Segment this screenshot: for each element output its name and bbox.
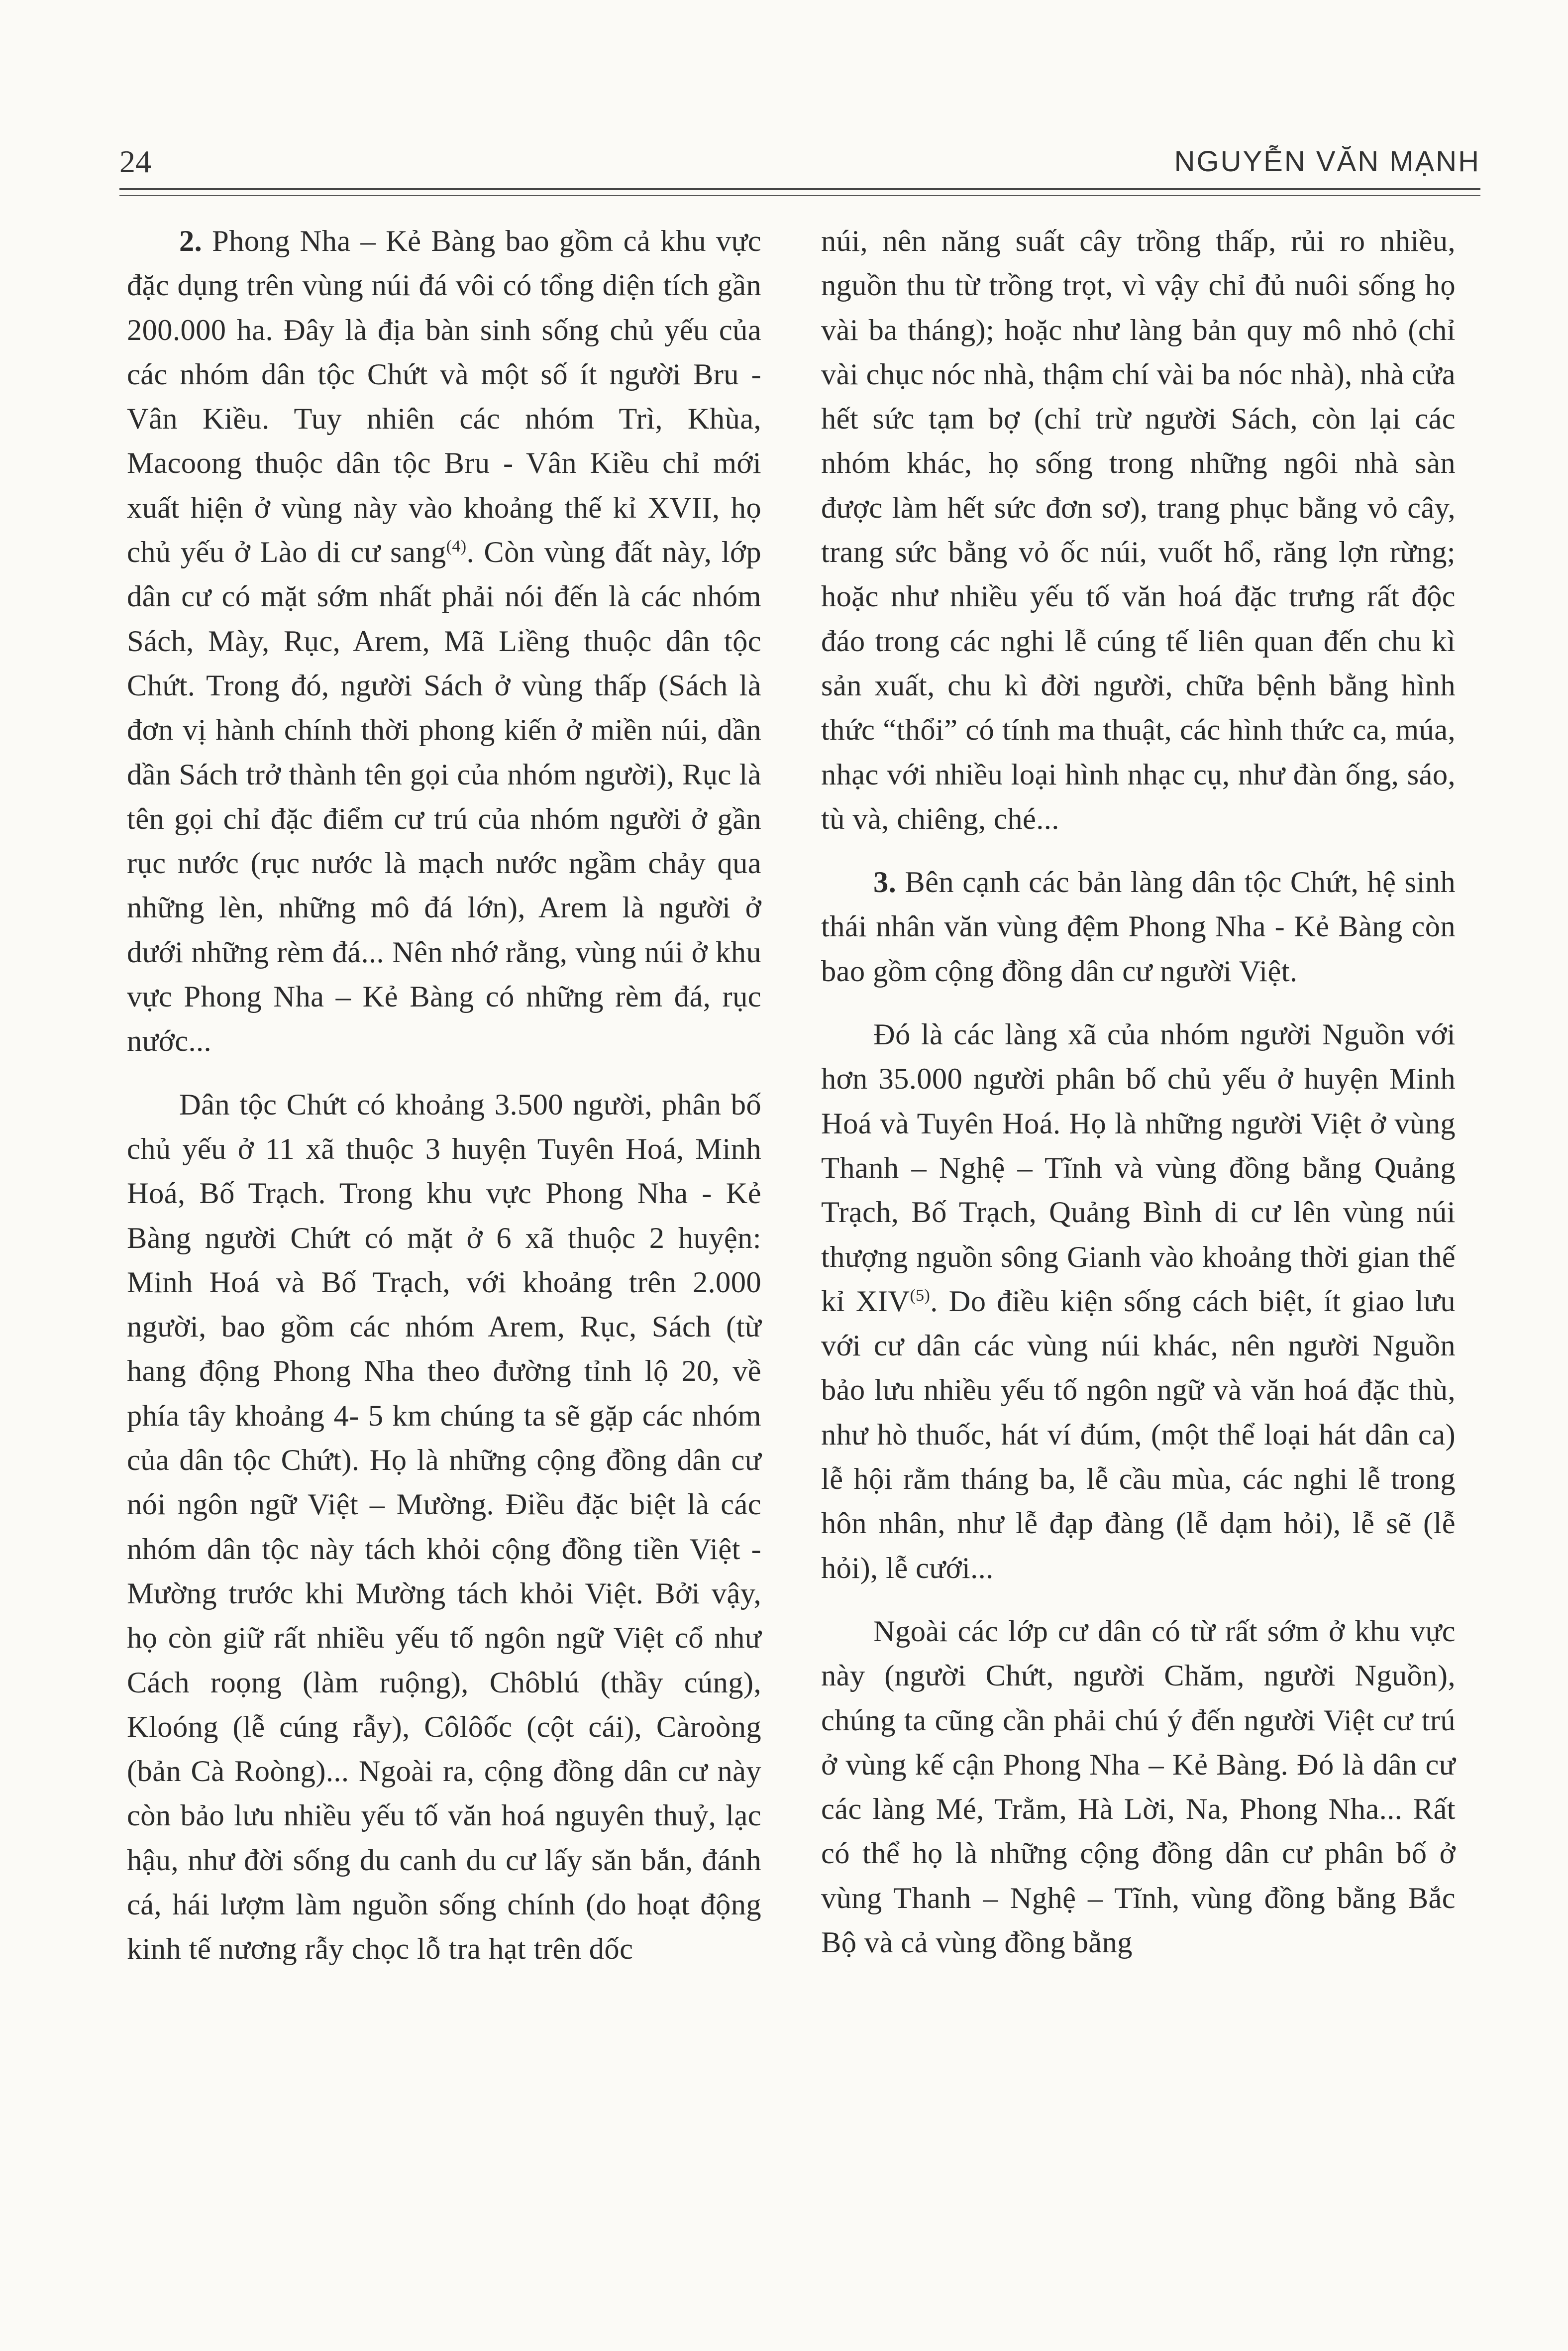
header-rule-thin: [119, 195, 1480, 196]
paragraph-section-2: [127, 219, 761, 1064]
paragraph-text-continued: . Còn vùng đất này, lớp dân cư có mặt sớm nhất phải nói đến là các nhóm Sách, Mày, Rục, Arem, Mã Liềng thuộc dân tộc Chứt. Trong đó, người Sách ở vùng thấp (Sách là đơn vị hành chính thời phong kiến ở miền núi, dần dần Sách trở thành tên gọi của nhóm người), Rục là tên gọi chỉ đặc điểm cư trú của nhóm người ở gần rục nước (rục nước là mạch nước ngầm chảy qua những lèn, những mô đá lớn), Arem là người ở dưới những rèm đá... Nên nhớ rằng, vùng núi ở khu vực Phong Nha – Kẻ Bàng có những rèm đá, rục nước...: [127, 536, 761, 1058]
left-column: [127, 219, 761, 1972]
paragraph-continued: núi, nên năng suất cây trồng thấp, rủi ro nhiều, nguồn thu từ trồng trọt, vì vậy chỉ đủ nuôi sống họ vài ba tháng); hoặc như làng bản quy mô nhỏ (chỉ vài chục nóc nhà, thậm chí vài ba nóc nhà), nhà cửa hết sức tạm bợ (chỉ trừ người Sách, còn lại các nhóm khác, họ sống trong những ngôi nhà sàn được làm hết sức đơn sơ), trang phục bằng vỏ cây, trang sức bằng vỏ ốc núi, vuốt hổ, răng lợn rừng; hoặc như nhiều yếu tố văn hoá đặc trưng rất độc đáo trong các nghi lễ cúng tế liên quan đến chu kì sản xuất, chu kì đời người, chữa bệnh bằng hình thức “thổi” có tính ma thuật, các hình thức ca, múa, nhạc với nhiều loại hình nhạc cụ, như đàn ống, sáo, tù và, chiêng, ché...: [821, 224, 1456, 836]
paragraph-text: Phong Nha – Kẻ Bàng bao gồm cả khu vực đặc dụng trên vùng núi đá vôi có tổng diện tích gần 200.000 ha. Đây là địa bàn sinh sống chủ yếu của các nhóm dân tộc Chứt và một số ít người Bru - Vân Kiều. Tuy nhiên các nhóm Trì, Khùa, Macoong thuộc dân tộc Bru - Vân Kiều chỉ mới xuất hiện ở vùng này vào khoảng thế kỉ XVII, họ chủ yếu ở Lào di cư sang: [127, 224, 761, 569]
page-number: 24: [119, 144, 151, 179]
page-header: [119, 142, 1480, 182]
footnote-marker: (5): [910, 1286, 931, 1305]
paragraph-text: Đó là các làng xã của nhóm người Nguồn với hơn 35.000 người phân bố chủ yếu ở huyện Minh Hoá và Tuyên Hoá. Họ là những người Việt ở vùng Thanh – Nghệ – Tĩnh và vùng đồng bằng Quảng Trạch, Bố Trạch, Quảng Bình di cư lên vùng núi thượng nguồn sông Gianh vào khoảng thời gian thế kỉ XIV: [821, 1018, 1456, 1318]
paragraph-text-continued: . Do điều kiện sống cách biệt, ít giao lưu với cư dân các vùng núi khác, nên người Nguồn bảo lưu nhiều yếu tố ngôn ngữ và văn hoá đặc thù, như hò thuốc, hát ví đúm, (một thể loại hát dân ca) lễ hội rằm tháng ba, lễ cầu mùa, các nghi lễ trong hôn nhân, như lễ đạp đàng (lễ dạm hỏi), lễ sẽ (lễ hỏi), lễ cưới...: [821, 1284, 1456, 1585]
paragraph-section-3: [821, 860, 1456, 994]
paragraph: Ngoài các lớp cư dân có từ rất sớm ở khu vực này (người Chứt, người Chăm, người Nguồn), chúng ta cũng cần phải chú ý đến người Việt cư trú ở vùng kế cận Phong Nha – Kẻ Bàng. Đó là dân cư các làng Mé, Trằm, Hà Lời, Na, Phong Nha... Rất có thể họ là những cộng đồng dân cư phân bố ở vùng Thanh – Nghệ – Tĩnh, vùng đồng bằng Bắc Bộ và cả vùng đồng bằng: [821, 1614, 1456, 1959]
paragraph: Dân tộc Chứt có khoảng 3.500 người, phân bố chủ yếu ở 11 xã thuộc 3 huyện Tuyên Hoá, Minh Hoá, Bố Trạch. Trong khu vực Phong Nha - Kẻ Bàng người Chứt có mặt ở 6 xã thuộc 2 huyện: Minh Hoá và Bố Trạch, với khoảng trên 2.000 người, bao gồm các nhóm Arem, Rục, Sách (từ hang động Phong Nha theo đường tỉnh lộ 20, về phía tây khoảng 4- 5 km chúng ta sẽ gặp các nhóm của dân tộc Chứt). Họ là những cộng đồng dân cư nói ngôn ngữ Việt – Mường. Điều đặc biệt là các nhóm dân tộc này tách khỏi cộng đồng tiền Việt - Mường trước khi Mường tách khỏi Việt. Bởi vậy, họ còn giữ rất nhiều yếu tố ngôn ngữ Việt cổ như Cách roọng (làm ruộng), Chôblú (thầy cúng), Kloóng (lễ cúng rẫy), Côlôốc (cột cái), Càroòng (bản Cà Roòng)... Ngoài ra, cộng đồng dân cư này còn bảo lưu nhiều yếu tố văn hoá nguyên thuỷ, lạc hậu, như đời sống du canh du cư lấy săn bắn, đánh cá, hái lượm làm nguồn sống chính (do hoạt động kinh tế nương rẫy chọc lỗ tra hạt trên dốc: [127, 1088, 761, 1966]
footnote-marker: (4): [446, 537, 467, 556]
right-column: [821, 219, 1456, 1965]
header-rule: [119, 188, 1480, 190]
section-number: 3.: [873, 866, 897, 899]
paragraph: [821, 1012, 1456, 1590]
section-number: 2.: [179, 224, 203, 258]
paragraph-text: Bên cạnh các bản làng dân tộc Chứt, hệ sinh thái nhân văn vùng đệm Phong Nha - Kẻ Bàng còn bao gồm cộng đồng dân cư người Việt.: [821, 866, 1456, 988]
running-head-author: NGUYỄN VĂN MẠNH: [1174, 145, 1480, 178]
